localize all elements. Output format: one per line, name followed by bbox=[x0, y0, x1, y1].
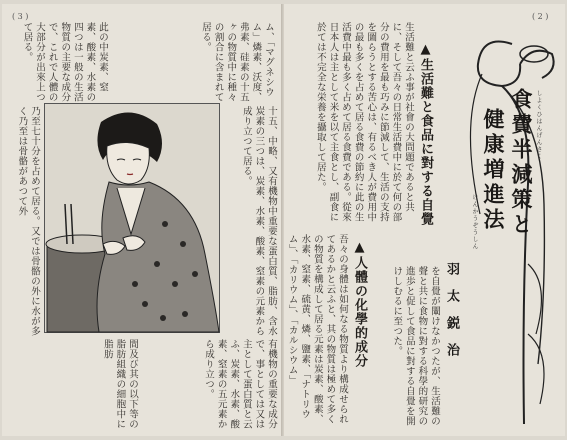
title-ruby-2: けんかうぞうしん bbox=[471, 194, 478, 250]
section-1-body: 生活難と云ふ事が社會の大問題であると共に、そして吾々の日常生活費中に於て何の部分の費用を最も巧みに節減して、生活の支持を圖らうとする苦心は、有るべき人が費用中の最も多くを占めて居る食費の節約に此の生活費中最も多く占めて居る食費である。從來日本人は主として米を以て主食とし、副食に於ては不完全な栄養を攝取して居た。 bbox=[314, 22, 414, 222]
left-page bbox=[2, 4, 284, 436]
left-upper-left-text: 此の中炭素、窒素、酸素、水素の四つは一般の生活物質の主要な成分で、これで人體の大部分が出來上つて居る。 bbox=[21, 22, 108, 102]
left-bottom-text-2: 有機物の重要な成分で、事としては又は主として蛋白質と云ふ、炭素、水素、酸素、窒素の五元素から成り立つ。 bbox=[203, 339, 277, 429]
left-right-side-text: 十五、中略、又有機物中重要な蛋白質、脂肪、含水炭素の三つは、炭素、水素、酸素、窒素の元素から成り立つて居る。 bbox=[240, 106, 277, 336]
section-2-body: 吾々の身體は如何なる物質より構成せられてあるかと云ふと、其の物質は極めて多くの物質を構成して居る元素は炭素、酸素、水素、窒素、硫黄、燐、鹽素、「ナトリウム」、「カリウム」、「カルシウム」 bbox=[286, 234, 348, 424]
title-line-2: 健康増進法 bbox=[481, 108, 506, 233]
section-heading-1: ▲生活難と食品に對する自覺 bbox=[418, 42, 433, 226]
illustration-drawing bbox=[45, 104, 219, 332]
left-bottom-text-1: 間及び其の以下等の脂肪組織の細胞中に脂肪 bbox=[101, 339, 138, 429]
left-side-text: 乃至七十分を占めて居る。又では骨骼の外に水が多く乃至は骨骼があつて外 bbox=[16, 106, 40, 336]
left-page-number: ( 3 ) bbox=[12, 12, 29, 21]
section-heading-2: ▲人體の化學的成分 bbox=[352, 240, 367, 368]
title-ruby-1: しよくひはんげんさく bbox=[535, 90, 542, 160]
title-line-1: 食費半減策と bbox=[509, 88, 534, 238]
left-upper-right-text: ム、「マグネシウム」燐素、沃度、弗素、硅素の十五ヶの物質中に種々の割合に含まれて居る。 bbox=[200, 22, 274, 102]
right-page-number: ( 2 ) bbox=[532, 12, 549, 21]
author-name: 羽太鋭治 bbox=[444, 262, 459, 370]
woman-kimono-illustration bbox=[44, 103, 220, 333]
right-page bbox=[284, 4, 565, 436]
intro-text: を自覺が闡けなかつたが、生活難の聲と共に食物に對する科學的研究の進歩と促して食品に對する自覺を開けしむるに至つた。 bbox=[391, 266, 440, 426]
